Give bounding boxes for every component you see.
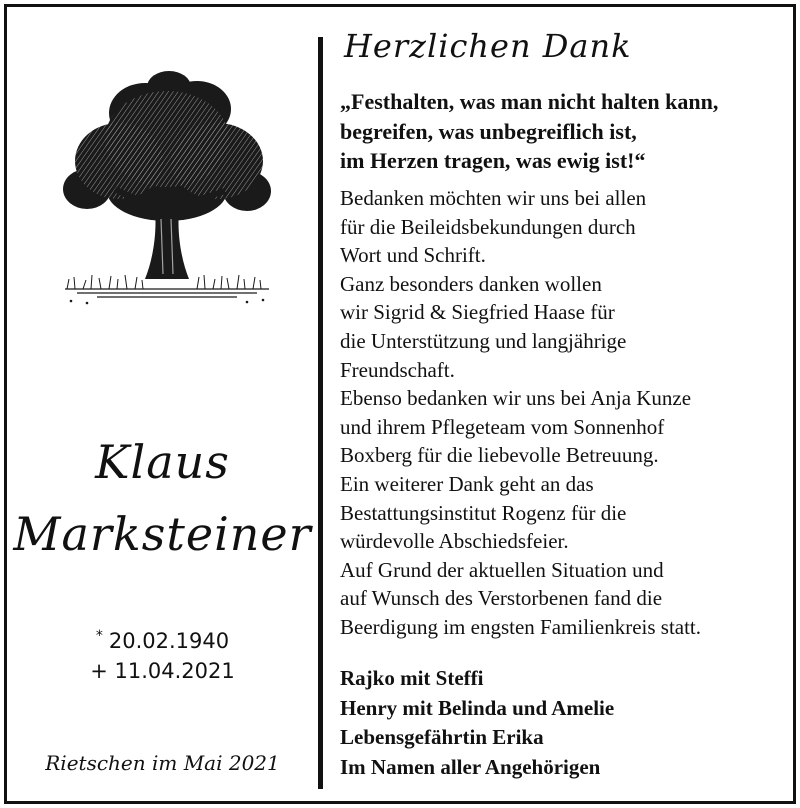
left-column [7, 7, 318, 801]
birth-symbol: * [95, 628, 103, 644]
birth-date: 20.02.1940 [108, 629, 230, 653]
text-line: Freundschaft. [340, 357, 455, 382]
text-line: Ganz besonders danken wollen [340, 271, 602, 296]
signature-line: Rajko mit Steffi [340, 666, 484, 690]
life-dates [7, 621, 318, 686]
text-line: Wort und Schrift. [340, 243, 486, 268]
text-line: würdevolle Abschiedsfeier. [340, 529, 569, 554]
birth-date-line [7, 621, 318, 656]
quote-line: begreifen, was unbegreiflich ist, [340, 118, 637, 144]
text-line: die Unterstützung und langjährige [340, 328, 627, 353]
text-line: Auf Grund der aktuellen Situation und [340, 557, 664, 582]
page-title: Herzlichen Dank [344, 27, 632, 65]
obituary-card [4, 4, 796, 804]
death-date: + 11.04.2021 [90, 659, 235, 683]
right-column [340, 7, 790, 801]
text-line: Ebenso bedanken wir uns bei Anja Kunze [340, 386, 692, 411]
deceased-first-name: Klaus [95, 435, 230, 489]
quote-line: „Festhalten, was man nicht halten kann, [340, 89, 719, 114]
tree-icon [57, 69, 277, 307]
signatures [340, 664, 790, 782]
text-line: Bestattungsinstitut Rogenz für die [340, 500, 627, 525]
deceased-last-name: Marksteiner [13, 507, 312, 561]
text-line: Ein weiterer Dank geht an das [340, 471, 594, 496]
text-line: auf Wunsch des Verstorbenen fand die [340, 586, 663, 611]
text-line: wir Sigrid & Siegfried Haase für [340, 300, 615, 325]
text-line: Beerdigung im engsten Familienkreis statt. [340, 614, 702, 639]
vertical-divider [318, 37, 323, 789]
signature-line: Lebensgefährtin Erika [340, 725, 544, 749]
text-line: und ihrem Pflegeteam vom Sonnenhof [340, 414, 665, 439]
signature-line: Im Namen aller Angehörigen [340, 754, 601, 779]
thanks-text [340, 184, 790, 642]
quote-block [340, 87, 790, 176]
text-line: Boxberg für die liebevolle Betreuung. [340, 443, 659, 468]
signature-line: Henry mit Belinda und Amelie [340, 695, 615, 720]
quote-line: im Herzen tragen, was ewig ist!“ [340, 148, 646, 173]
text-line: für die Beileidsbekundungen durch [340, 214, 636, 239]
text-line: Bedanken möchten wir uns bei allen [340, 186, 647, 210]
place-date: Rietschen im Mai 2021 [45, 751, 280, 775]
